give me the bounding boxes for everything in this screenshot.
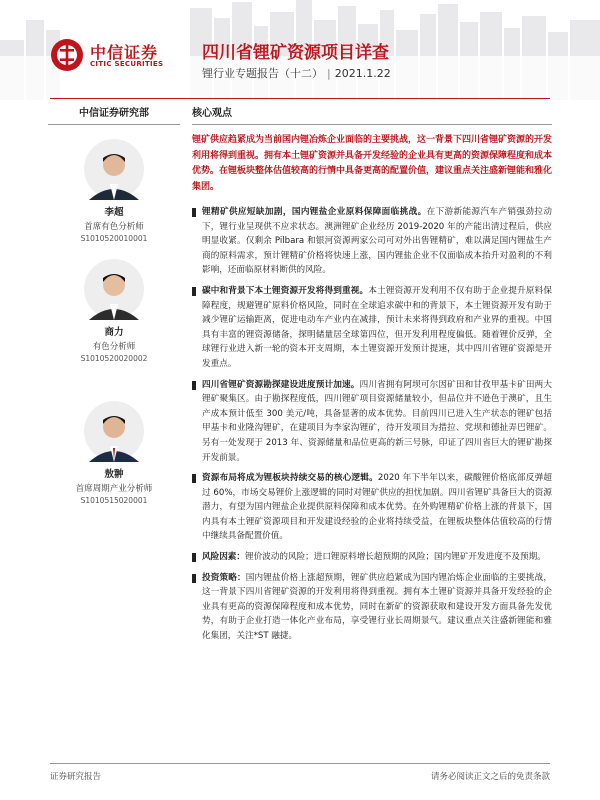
key-points-list [192, 205, 552, 644]
bullet-marker-icon [192, 208, 196, 217]
research-dept-heading: 中信证券研究部 [48, 104, 180, 125]
bullet-marker-icon [192, 381, 196, 390]
footer-divider [50, 763, 550, 764]
core-views-column [192, 104, 552, 650]
key-point [192, 550, 552, 565]
analyst-card [48, 400, 180, 505]
key-point [192, 205, 552, 278]
analyst-cert-number: S1010515020001 [80, 496, 148, 505]
company-logo [50, 38, 190, 78]
report-date: 2021.1.22 [334, 67, 391, 80]
key-point-body: 本土锂资源开发利用不仅有助于企业提升原料保障程度，规避锂矿原料价格风险，同时在全球追求碳中和的背景下，本土锂资源开发有助于减少锂矿运输距离，促进电动车产业内在减排，预计未来将得到政府和产业界的重视。中国具有丰富的锂资源储备，探明储量居全球第四位，但开发利用程度偏低。随着锂价反弹，全球锂行业进入新一轮的资本开支周期，本土锂资源开发预计提速，其中四川省锂矿资源是开发重点。 [202, 285, 552, 369]
key-point-body: 锂价波动的风险；进口锂原料增长超预期的风险；国内锂矿开发进度不及预期。 [244, 552, 546, 563]
key-point-lead: 资源布局将成为锂板块持续交易的核心逻辑。 [202, 473, 378, 484]
key-point-lead: 锂精矿供应短缺加剧，国内锂盐企业原料保障面临挑战。 [202, 207, 427, 217]
key-point-lead: 四川省锂矿资源勘探建设进度预计加速。 [202, 379, 360, 390]
report-subtitle [202, 65, 391, 81]
analyst-name: 商力 [104, 327, 124, 338]
analyst-photo-icon [83, 400, 145, 462]
key-point-body: 四川省拥有阿坝可尔因矿田和甘孜甲基卡矿田两大锂矿聚集区。由于勘探程度低，四川锂矿项目资源储量较小，但品位并不逊色于澳矿，且生产成本预计低至 300 美元/吨，具备显著的成本优势。目前四川已进入生产状态的锂矿包括甲基卡和业隆沟锂矿，在建项目为李家沟锂矿，待开发项目为措拉、党坝和德扯弄巴锂矿。另有一处发现于 2013 年、资源储量和品位更高的新三号脉，印证了四川省巨大的锂矿勘探开发前景。 [202, 379, 552, 463]
key-point [192, 571, 552, 644]
report-series: 锂行业专题报告（十二） [202, 67, 323, 80]
analyst-role: 有色分析师 [92, 342, 136, 352]
analyst-photo-icon [83, 138, 145, 200]
bullet-marker-icon [192, 287, 196, 296]
core-views-heading: 核心观点 [192, 104, 552, 125]
core-summary: 锂矿供应趋紧成为当前国内锂冶炼企业面临的主要挑战，这一背景下四川省锂矿资源的开发利用将得到重视。拥有本土锂矿资源并具备开发经验的企业具有更高的资源保障程度和成本优势。在锂板块整体估值较高的行情中具备更高的配置价值，建议重点关注盛新锂能和雅化集团。 [192, 135, 553, 192]
analyst-photo-icon [83, 258, 145, 320]
key-point [192, 284, 552, 372]
bullet-marker-icon [192, 574, 196, 583]
analyst-name: 李超 [104, 207, 124, 218]
analyst-card [48, 138, 180, 243]
analyst-card [48, 258, 180, 363]
analyst-name: 敖翀 [104, 469, 124, 480]
analyst-cert-number: S1010520020002 [80, 354, 148, 363]
footer-report-type: 证券研究报告 [50, 772, 102, 782]
analyst-column [48, 104, 180, 125]
header-divider [50, 98, 550, 99]
bullet-marker-icon [192, 553, 196, 562]
key-point-lead: 投资策略： [202, 572, 246, 583]
key-point-body: 国内锂盐价格上涨超预期，锂矿供应趋紧成为国内锂冶炼企业面临的主要挑战，这一背景下四川省锂矿资源的开发利用将得到重视。拥有本土锂矿资源并具备开发经验的企业具有更高的资源保障程度和成本优势，同时在新矿的资源获取和建设开发方面具备先发优势，有助于企业打造一体化产业布局，享受锂行业长周期景气。建议重点关注盛新锂能和雅化集团，关注*ST 融捷。 [202, 572, 552, 642]
analyst-cert-number: S1010520010001 [80, 234, 148, 243]
logo-name-en: CITIC SECURITIES [90, 60, 164, 68]
citic-logo-icon [50, 38, 84, 72]
footer-disclaimer: 请务必阅读正文之后的免责条款 [430, 772, 550, 782]
key-point [192, 471, 552, 544]
logo-name-cn: 中信证券 [90, 43, 159, 62]
report-title: 四川省锂矿资源项目详查 [202, 43, 389, 63]
key-point-body: 在下游新能源汽车产销强劲拉动下，锂行业呈现供不应求状态。澳洲锂矿企业经历 2019-2020 年的产能出清过程后，供应明显收紧。仅剩余 Pilbara 和银河资源两家公司可对外出售锂精矿，难以满足国内锂盐生产商的原料需求，预计锂精矿价格将快速上涨，国内锂盐企业不仅面临成本抬升对盈利的不利影响，还面临原材料断供的风险。 [202, 207, 552, 276]
key-point-lead: 碳中和背景下本土锂资源开发将得到重视。 [202, 285, 369, 296]
title-separator: | [327, 67, 331, 80]
key-point [192, 378, 552, 466]
key-point-body: 2020 年下半年以来，碳酸锂价格底部反弹超过 60%，市场交易锂价上涨逻辑的同时对锂矿供应的担忧加剧。四川省锂矿具备巨大的资源潜力，有望为国内锂盐企业提供原料保障和成本优势。在外购锂精矿价格上涨的背景下，国内具有本土锂矿资源项目和开发建设经验的企业将持续受益，在锂板块整体估值较高的行情中继续具备配置价值。 [202, 473, 552, 542]
key-point-lead: 风险因素： [202, 552, 245, 563]
analyst-role: 首席周期产业分析师 [75, 484, 153, 494]
analyst-role: 首席有色分析师 [84, 222, 144, 232]
bullet-marker-icon [192, 474, 196, 483]
